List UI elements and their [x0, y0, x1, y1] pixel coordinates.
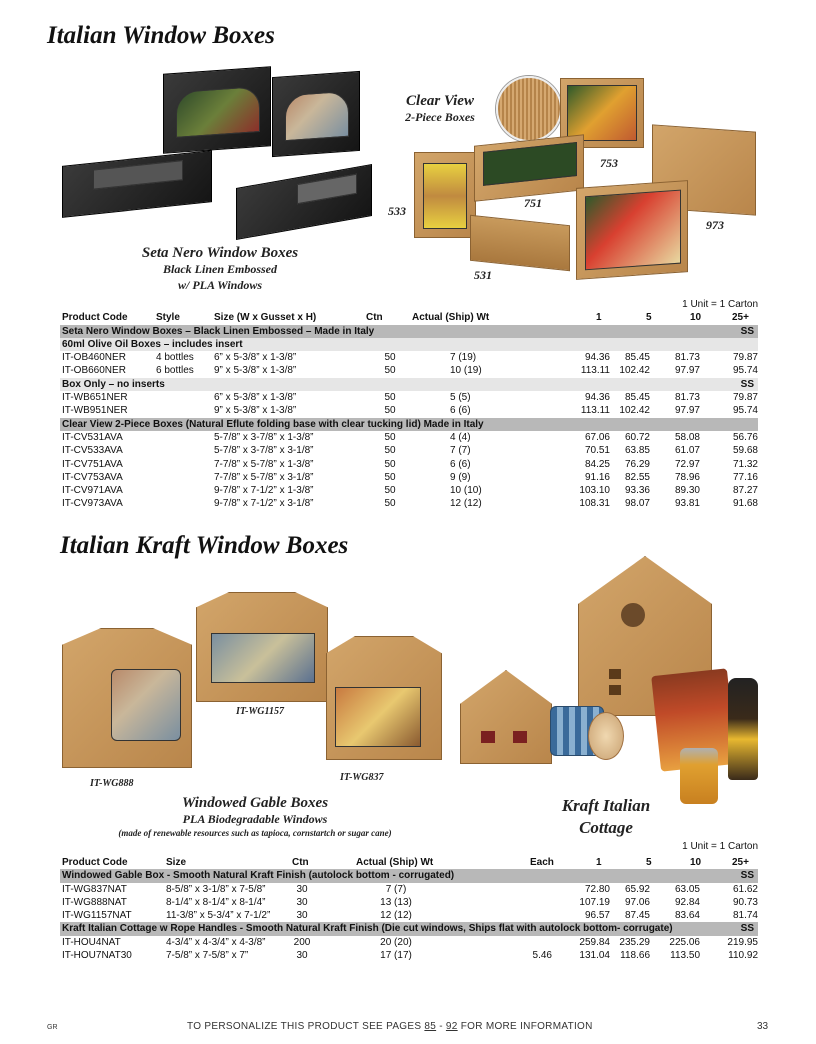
ship-weight: 6 (6) — [450, 458, 471, 470]
product-code: IT-HOU7NAT30 — [62, 950, 132, 962]
ship-weight: 5 (5) — [450, 392, 471, 404]
header-size: Size (W x Gusset x H) — [214, 312, 317, 324]
table-row — [60, 471, 758, 484]
carton-qty: 50 — [384, 485, 396, 497]
ship-weight: 6 (6) — [450, 405, 471, 417]
ship-weight: 12 (12) — [380, 910, 412, 922]
carton-qty: 50 — [384, 445, 396, 457]
price-qty-5: 97.06 — [624, 896, 650, 908]
price-qty-1: 91.16 — [584, 471, 610, 483]
price-qty-1: 70.51 — [584, 445, 610, 457]
header-qty-25: 25+ — [732, 312, 749, 324]
cottage-box-small — [460, 670, 552, 764]
label-wg1157: IT-WG1157 — [236, 706, 284, 717]
subcategory-text: Box Only – no inserts — [62, 378, 165, 390]
size: 7-7/8” x 5-7/8” x 3-1/8” — [214, 471, 314, 483]
seta-nero-box-lid — [272, 71, 360, 157]
product-code: IT-CV531AVA — [62, 431, 123, 443]
cottage-caption-line2: Cottage — [579, 818, 633, 837]
carton-qty: 200 — [293, 936, 311, 948]
price-qty-25: 77.16 — [732, 471, 758, 483]
ship-weight: 7 (7) — [450, 445, 471, 457]
price-qty-5: 60.72 — [624, 431, 650, 443]
header-qty-10: 10 — [690, 312, 702, 324]
carton-note: 1 Unit = 1 Carton — [682, 299, 758, 310]
header-each: Each — [530, 857, 554, 869]
price-qty-10: 93.81 — [674, 498, 700, 510]
price-qty-5: 87.45 — [624, 910, 650, 922]
price-qty-5: 85.45 — [624, 392, 650, 404]
carton-qty: 50 — [384, 471, 396, 483]
carton-qty: 50 — [384, 431, 396, 443]
header-ctn: Ctn — [366, 312, 383, 324]
price-qty-1: 67.06 — [584, 431, 610, 443]
ship-weight: 13 (13) — [380, 896, 412, 908]
header-size: Size — [166, 857, 187, 869]
carton-qty: 30 — [296, 896, 308, 908]
table-row — [60, 949, 758, 962]
footer-page-link-b[interactable]: 92 — [445, 1021, 458, 1032]
cottage-caption-line1: Kraft Italian — [561, 796, 651, 815]
footer-text-after: FOR MORE INFORMATION — [457, 1021, 593, 1032]
price-qty-25: 95.74 — [732, 405, 758, 417]
carton-note-row — [60, 840, 758, 853]
table-row — [60, 458, 758, 471]
price-qty-5: 118.66 — [620, 950, 650, 962]
product-code: IT-HOU4NAT — [62, 936, 121, 948]
gable-caption-line3: (made of renewable resources such as tapioca, cornstartch or sugar cane) — [118, 828, 392, 838]
section2-title: Italian Kraft Window Boxes — [60, 532, 349, 559]
subcategory-text: 60ml Olive Oil Boxes – includes insert — [62, 338, 243, 350]
style: 4 bottles — [156, 352, 194, 364]
price-qty-25: 81.74 — [732, 910, 758, 922]
price-qty-10: 113.50 — [670, 950, 700, 962]
price-qty-1: 96.57 — [584, 910, 610, 922]
pricing-table-kraft-boxes — [60, 840, 758, 962]
price-qty-1: 108.31 — [579, 498, 610, 510]
price-qty-10: 58.08 — [674, 431, 700, 443]
price-qty-1: 107.19 — [579, 896, 610, 908]
label-wg837: IT-WG837 — [340, 772, 384, 783]
item-number-973: 973 — [706, 218, 724, 232]
header-product-code: Product Code — [62, 312, 128, 324]
price-qty-5: 102.42 — [619, 365, 650, 377]
ship-weight: 20 (20) — [380, 936, 412, 948]
table-row — [60, 431, 758, 444]
subcategory-olive-oil — [60, 338, 758, 351]
price-qty-25: 79.87 — [732, 392, 758, 404]
price-qty-10: 72.97 — [674, 458, 700, 470]
category-band-gable — [60, 869, 758, 882]
footer-page-link-a[interactable]: 85 — [424, 1021, 437, 1032]
header-weight: Actual (Ship) Wt — [356, 857, 434, 869]
seta-nero-box-6-bottles — [236, 164, 372, 240]
price-qty-25: 79.87 — [732, 352, 758, 364]
size: 7-5/8” x 7-5/8” x 7” — [166, 950, 249, 962]
price-each: 5.46 — [532, 950, 552, 962]
header-qty-10: 10 — [690, 857, 702, 869]
price-qty-25: 90.73 — [732, 896, 758, 908]
band-text: Seta Nero Window Boxes – Black Linen Embossed – Made in Italy — [62, 325, 375, 337]
gable-caption-line2: PLA Biodegradable Windows — [182, 812, 328, 826]
clear-view-box-751 — [474, 134, 584, 202]
size: 8-1/4” x 8-1/4” x 8-1/4” — [166, 896, 266, 908]
size: 9-7/8” x 7-1/2” x 3-1/8” — [214, 498, 314, 510]
carton-qty: 30 — [296, 950, 308, 962]
carton-qty: 50 — [384, 498, 396, 510]
gable-box-wg1157 — [196, 592, 328, 702]
price-qty-25: 87.27 — [732, 485, 758, 497]
ship-weight: 7 (19) — [450, 352, 477, 364]
header-product-code: Product Code — [62, 857, 128, 869]
header-qty-5: 5 — [646, 857, 652, 869]
product-code: IT-WB651NER — [62, 392, 128, 404]
size: 5-7/8” x 3-7/8” x 3-1/8” — [214, 445, 314, 457]
ship-weight: 9 (9) — [450, 471, 471, 483]
item-number-531: 531 — [474, 268, 492, 282]
footer-code: GR — [47, 1024, 58, 1031]
price-qty-25: 110.92 — [728, 950, 758, 962]
price-qty-1: 94.36 — [584, 352, 610, 364]
item-number-533: 533 — [388, 204, 406, 218]
header-qty-1: 1 — [596, 312, 602, 324]
price-qty-5: 235.29 — [619, 936, 650, 948]
price-qty-25: 95.74 — [732, 365, 758, 377]
price-qty-10: 61.07 — [674, 445, 700, 457]
price-qty-1: 72.80 — [584, 883, 610, 895]
price-qty-5: 63.85 — [624, 445, 650, 457]
size: 11-3/8” x 5-3/4” x 7-1/2” — [166, 910, 271, 922]
footer-personalize-note — [187, 1021, 593, 1032]
seta-caption-line2: Black Linen Embossed — [162, 262, 277, 276]
seta-caption-line3: w/ PLA Windows — [177, 278, 263, 292]
clear-view-box-533 — [414, 152, 476, 238]
price-qty-25: 71.32 — [732, 458, 758, 470]
page-number: 33 — [757, 1021, 769, 1032]
size: 9” x 5-3/8” x 1-3/8” — [214, 405, 297, 417]
size: 7-7/8” x 5-7/8” x 1-3/8” — [214, 458, 314, 470]
price-qty-10: 63.05 — [674, 883, 700, 895]
size: 6” x 5-3/8” x 1-3/8” — [214, 352, 297, 364]
pricing-table-window-boxes — [60, 298, 758, 511]
header-ctn: Ctn — [292, 857, 309, 869]
subcategory-tag: SS — [740, 378, 754, 390]
price-qty-5: 93.36 — [624, 485, 650, 497]
table-row — [60, 404, 758, 417]
table-row — [60, 444, 758, 457]
item-number-753: 753 — [600, 156, 618, 170]
seta-nero-box-4-bottles — [62, 150, 212, 218]
jar — [680, 748, 718, 804]
table-row — [60, 896, 758, 909]
size: 9” x 5-3/8” x 1-3/8” — [214, 365, 297, 377]
clear-view-box-531 — [470, 215, 570, 272]
table-row — [60, 364, 758, 377]
footer-text-before: TO PERSONALIZE THIS PRODUCT SEE PAGES — [187, 1021, 425, 1032]
price-qty-1: 84.25 — [584, 458, 610, 470]
product-code: IT-CV973AVA — [62, 498, 123, 510]
clear-view-box-973 — [576, 180, 688, 280]
price-qty-1: 103.10 — [579, 485, 610, 497]
item-number-751: 751 — [524, 196, 542, 210]
band-text: Kraft Italian Cottage w Rope Handles - Smooth Natural Kraft Finish (Die cut windows, Ships flat with autolock bottom- corrugate) — [62, 923, 673, 935]
product-code: IT-CV751AVA — [62, 458, 123, 470]
table-row — [60, 484, 758, 497]
header-qty-25: 25+ — [732, 857, 749, 869]
label-wg888: IT-WG888 — [90, 778, 134, 789]
table-header — [60, 311, 758, 324]
price-qty-5: 102.42 — [619, 405, 650, 417]
price-qty-10: 92.84 — [674, 896, 700, 908]
category-band-cottage — [60, 922, 758, 935]
table-row — [60, 391, 758, 404]
price-qty-1: 259.84 — [579, 936, 610, 948]
carton-note: 1 Unit = 1 Carton — [682, 841, 758, 852]
category-band-clear-view — [60, 418, 758, 431]
carton-qty: 50 — [384, 392, 396, 404]
table-row — [60, 909, 758, 922]
table-row — [60, 936, 758, 949]
ship-weight: 4 (4) — [450, 431, 471, 443]
seta-nero-box-open — [163, 66, 271, 154]
band-tag: SS — [740, 870, 754, 882]
carton-qty: 50 — [384, 458, 396, 470]
price-qty-5: 82.55 — [624, 471, 650, 483]
price-qty-10: 81.73 — [674, 352, 700, 364]
footer-dash: - — [436, 1021, 446, 1032]
product-code: IT-OB660NER — [62, 365, 126, 377]
product-code: IT-WG1157NAT — [62, 910, 132, 922]
product-code: IT-CV753AVA — [62, 471, 123, 483]
ship-weight: 7 (7) — [385, 883, 407, 895]
seta-caption-line1: Seta Nero Window Boxes — [141, 245, 299, 261]
band-tag: SS — [740, 923, 754, 935]
clear-view-caption-line1: Clear View — [406, 93, 474, 109]
product-code: IT-CV533AVA — [62, 445, 123, 457]
ship-weight: 17 (17) — [380, 950, 412, 962]
price-qty-5: 65.92 — [624, 883, 650, 895]
ship-weight: 12 (12) — [450, 498, 482, 510]
band-tag: SS — [740, 325, 754, 337]
header-weight: Actual (Ship) Wt — [412, 312, 490, 324]
size: 4-3/4” x 4-3/4” x 4-3/8” — [166, 936, 266, 948]
carton-qty: 50 — [384, 352, 396, 364]
clear-view-caption-line2: 2-Piece Boxes — [405, 110, 475, 124]
price-qty-10: 225.06 — [669, 936, 700, 948]
price-qty-1: 113.11 — [580, 365, 610, 377]
price-qty-1: 131.04 — [579, 950, 610, 962]
product-code: IT-WG888NAT — [62, 896, 127, 908]
table-row — [60, 351, 758, 364]
price-qty-10: 97.97 — [674, 365, 700, 377]
carton-qty: 30 — [296, 910, 308, 922]
carton-note-row — [60, 298, 758, 311]
header-qty-1: 1 — [596, 857, 602, 869]
price-qty-5: 85.45 — [624, 352, 650, 364]
size: 9-7/8” x 7-1/2” x 1-3/8” — [214, 485, 314, 497]
price-qty-10: 97.97 — [674, 405, 700, 417]
subcategory-box-only — [60, 378, 758, 391]
price-qty-1: 94.36 — [584, 392, 610, 404]
price-qty-25: 91.68 — [732, 498, 758, 510]
table-row — [60, 883, 758, 896]
price-qty-10: 89.30 — [674, 485, 700, 497]
price-qty-5: 76.29 — [624, 458, 650, 470]
price-qty-25: 61.62 — [732, 883, 758, 895]
gable-box-wg888 — [62, 628, 192, 768]
gable-box-wg837 — [326, 636, 442, 760]
price-qty-25: 59.68 — [732, 445, 758, 457]
price-qty-25: 56.76 — [732, 431, 758, 443]
style: 6 bottles — [156, 365, 194, 377]
product-code: IT-CV971AVA — [62, 485, 123, 497]
header-qty-5: 5 — [646, 312, 652, 324]
size: 5-7/8” x 3-7/8” x 1-3/8” — [214, 431, 314, 443]
corrugated-texture-swatch — [496, 76, 562, 142]
size: 8-5/8” x 3-1/8” x 7-5/8” — [166, 883, 266, 895]
size: 6” x 5-3/8” x 1-3/8” — [214, 392, 297, 404]
section1-title: Italian Window Boxes — [47, 22, 275, 49]
price-qty-10: 78.96 — [674, 471, 700, 483]
category-band-seta-nero — [60, 325, 758, 338]
carton-qty: 50 — [384, 365, 396, 377]
product-code: IT-WB951NER — [62, 405, 128, 417]
ship-weight: 10 (19) — [450, 365, 482, 377]
gable-caption-line1: Windowed Gable Boxes — [181, 795, 329, 811]
table-row — [60, 497, 758, 510]
band-text: Clear View 2-Piece Boxes (Natural Eflute folding base with clear tucking lid) Made in Italy — [62, 418, 484, 430]
sauce-bottle — [728, 678, 758, 780]
product-code: IT-WG837NAT — [62, 883, 127, 895]
price-qty-10: 83.64 — [674, 910, 700, 922]
price-qty-10: 81.73 — [674, 392, 700, 404]
price-qty-25: 219.95 — [727, 936, 758, 948]
gift-tin-lid — [588, 712, 624, 760]
price-qty-1: 113.11 — [580, 405, 610, 417]
product-code: IT-OB460NER — [62, 352, 126, 364]
price-qty-5: 98.07 — [624, 498, 650, 510]
header-style: Style — [156, 312, 180, 324]
ship-weight: 10 (10) — [450, 485, 482, 497]
carton-qty: 30 — [296, 883, 308, 895]
band-text: Windowed Gable Box - Smooth Natural Kraft Finish (autolock bottom - corrugated) — [62, 870, 455, 882]
carton-qty: 50 — [384, 405, 396, 417]
